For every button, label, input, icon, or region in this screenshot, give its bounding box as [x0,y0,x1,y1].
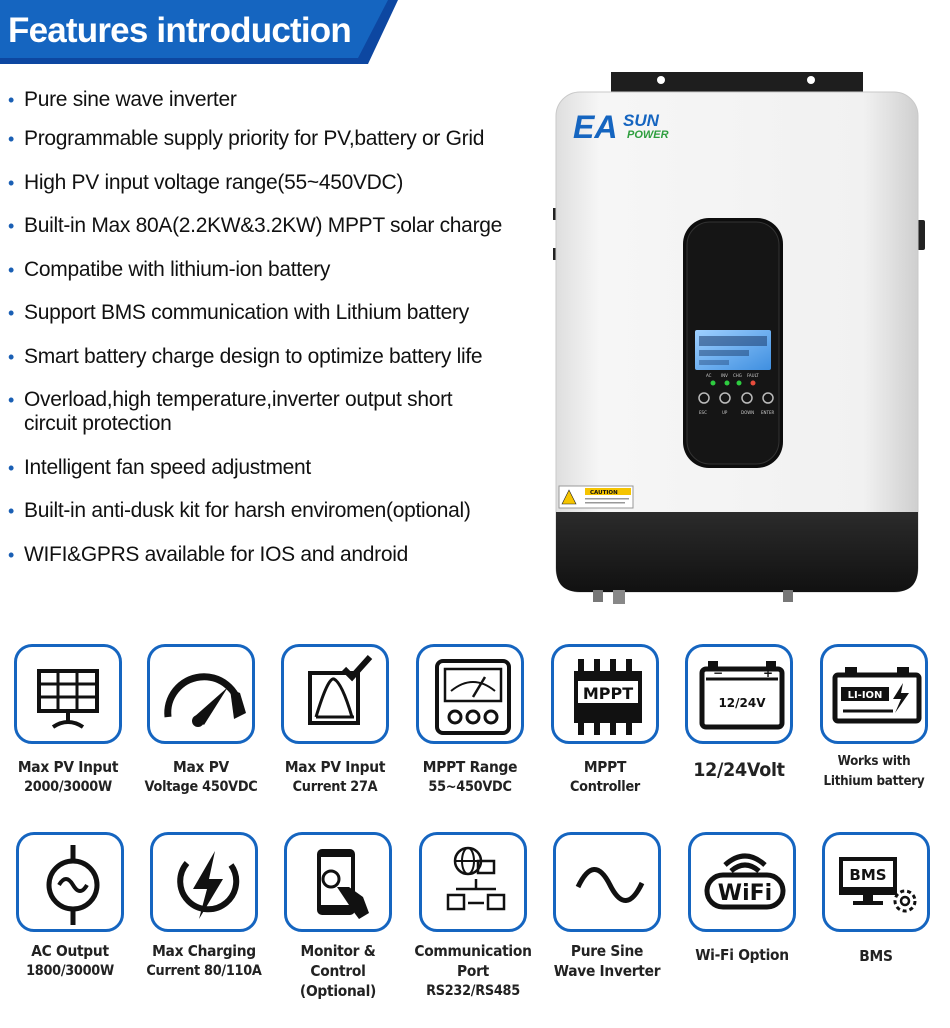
wifi-card [688,832,796,932]
solar-panel-icon [17,647,125,747]
svg-text:ENTER: ENTER [761,410,775,415]
svg-text:POWER: POWER [627,129,669,141]
bullet-icon: • [8,260,15,280]
ac-output-icon [19,835,127,935]
svg-text:FAULT: FAULT [747,373,759,378]
svg-text:−: − [713,666,724,680]
wifi-icon [691,835,799,935]
gauge-card [147,644,255,744]
charging-card [150,832,258,932]
icon-label: Works with Lithium battery [823,754,925,789]
icon-label: MPPT Range 55~450VDC [422,758,518,795]
solar-panel-card [14,644,122,744]
svg-text:UP: UP [722,410,728,415]
svg-text:AC: AC [706,373,712,378]
phone-card [284,832,392,932]
charging-bolt-icon [153,835,261,935]
meter-card [416,644,524,744]
icon-label: Max PV Voltage 450VDC [144,758,258,795]
icon-label: 12/24Volt [693,759,785,781]
bullet-icon: • [8,90,15,110]
icon-label: Max PV Input 2000/3000W [17,758,119,795]
feature-item: • Built-in anti-dusk kit for harsh enviromen(optional) [8,499,471,522]
bullet-icon: • [8,129,15,149]
icon-label: Wi-Fi Option [695,946,789,964]
header-banner [0,0,400,64]
icon-label: Max PV Input Current 27A [284,758,386,795]
feature-item: • Overload,high temperature,inverter output short circuit protection [8,388,453,435]
icon-label: Communication Port RS232/RS485 [414,942,532,999]
bullet-icon: • [8,458,15,478]
svg-text:SUN: SUN [623,111,659,130]
svg-text:MPPT: MPPT [582,684,634,703]
inverter-product-image [553,72,925,612]
phone-touch-icon [287,835,395,935]
feature-item: • Pure sine wave inverter [8,88,237,111]
svg-text:12/24V: 12/24V [718,696,766,710]
svg-text:LI-ION: LI-ION [847,690,883,701]
bullet-icon: • [8,501,15,521]
gauge-icon [150,647,258,747]
meter-icon [419,647,527,747]
icon-label: Max Charging Current 80/110A [146,942,262,979]
feature-item: • Programmable supply priority for PV,battery or Grid [8,127,485,150]
svg-text:ESC: ESC [699,410,707,415]
feature-item: • High PV input voltage range(55~450VDC) [8,171,404,194]
current-curve-icon [284,647,392,747]
brand-logo: EA [573,109,618,145]
feature-item: • Compatibe with lithium-ion battery [8,258,331,281]
feature-item: • Intelligent fan speed adjustment [8,456,311,479]
sine-wave-icon [556,835,664,935]
page-title: Features introduction [8,11,351,50]
inverter-illustration [553,72,925,612]
svg-text:BMS: BMS [849,866,887,884]
battery-card [685,644,793,744]
bullet-icon: • [8,390,15,410]
mppt-chip-icon [554,647,662,747]
icon-label: Pure Sine Wave Inverter [553,942,661,980]
svg-text:+: + [763,666,774,680]
svg-text:WiFi: WiFi [717,881,773,906]
bms-monitor-icon [825,835,933,935]
network-card [419,832,527,932]
bms-card [822,832,930,932]
svg-text:DOWN: DOWN [741,410,755,415]
icon-label: AC Output 1800/3000W [26,942,114,979]
battery-icon [688,647,796,747]
network-icon [422,835,530,935]
feature-item: • Smart battery charge design to optimize battery life [8,345,483,368]
feature-item: • Built-in Max 80A(2.2KW&3.2KW) MPPT solar charge [8,214,503,237]
svg-text:CAUTION: CAUTION [590,490,618,496]
icon-label: BMS [859,947,893,965]
icon-label: MPPT Controller [569,758,640,795]
current-curve-card [281,644,389,744]
lithium-battery-card [820,644,928,744]
feature-item: • WIFI&GPRS available for IOS and android [8,543,408,566]
sine-wave-card [553,832,661,932]
ac-output-card [16,832,124,932]
icon-label: Monitor & Control (Optional) [299,942,377,1000]
lithium-battery-icon [823,647,931,747]
feature-item: • Support BMS communication with Lithium battery [8,301,469,324]
bullet-icon: • [8,545,15,565]
svg-text:INV: INV [721,373,728,378]
svg-text:CHG: CHG [733,373,742,378]
mppt-chip-card [551,644,659,744]
bullet-icon: • [8,216,15,236]
bullet-icon: • [8,303,15,323]
bullet-icon: • [8,347,15,367]
bullet-icon: • [8,173,15,193]
